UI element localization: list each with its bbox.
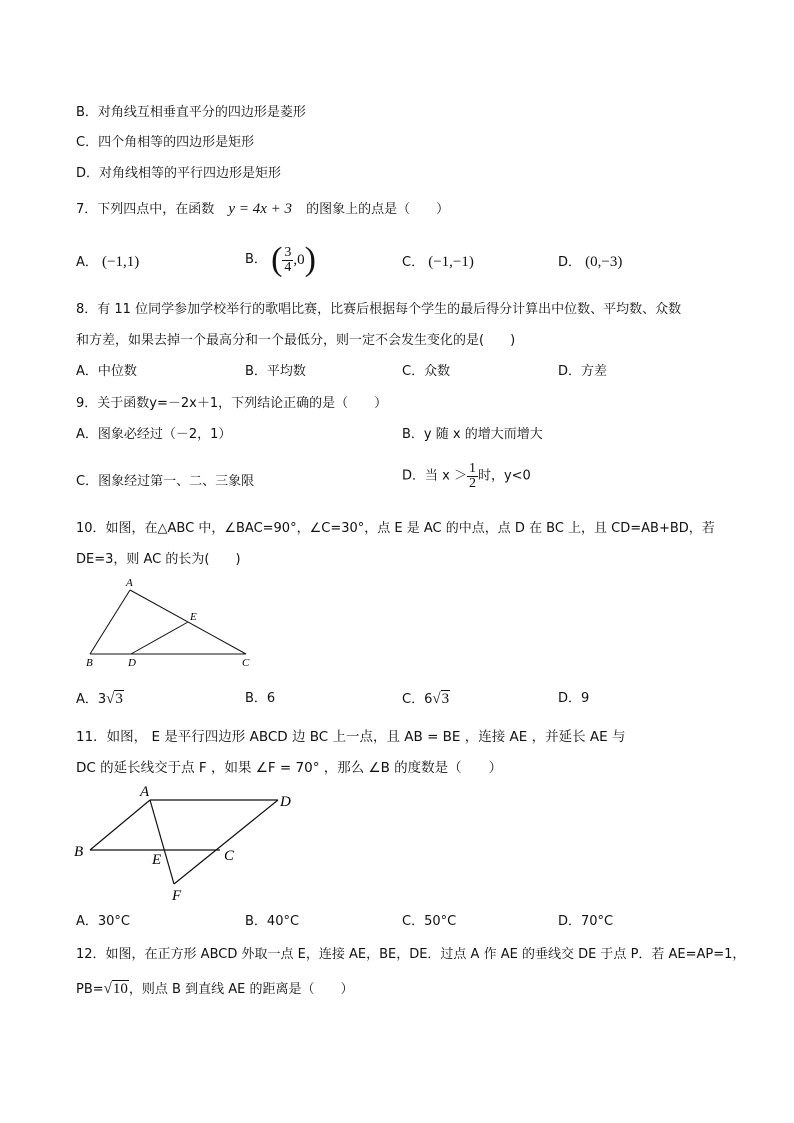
- label-c: C: [224, 848, 235, 864]
- q9-option-c: C．图象经过第一、二、三象限: [76, 474, 255, 489]
- q7-stem-suffix: 的图象上的点是（ ）: [306, 202, 450, 217]
- q11-parallelogram-figure: [70, 780, 310, 906]
- q9-option-a: A．图象必经过（－2，1）: [76, 427, 232, 442]
- label-a: A: [140, 784, 150, 800]
- segment-de: [131, 622, 188, 654]
- q10-triangle-figure: [80, 576, 260, 670]
- segment-ab: [90, 800, 150, 850]
- numerator: 3: [284, 244, 292, 260]
- q8-option-b: B．平均数: [245, 364, 306, 379]
- q11-option-b: B．40°C: [245, 914, 300, 929]
- option-label: A．: [76, 255, 98, 270]
- q7-option-c: [402, 253, 474, 272]
- option-suffix: 时，y<0: [477, 468, 531, 484]
- q7-option-d: [558, 253, 622, 272]
- label-b: B: [86, 657, 93, 669]
- q9-stem: 9．关于函数y=－2x＋1，下列结论正确的是（ ）: [76, 396, 388, 411]
- q11-option-d: D．70°C: [558, 914, 614, 929]
- q12-stem-line2: [76, 980, 353, 999]
- q7-stem: [76, 200, 449, 219]
- option-value: (−1,−1): [428, 254, 474, 270]
- q12-stem-line1: 12．如图，在正方形 ABCD 外取一点 E，连接 AE，BE，DE．过点 A 作 AE 的垂线交 DE 于点 P．若 AE=AP=1，: [76, 947, 746, 962]
- denominator: 2: [468, 476, 476, 491]
- label-b: B: [74, 844, 84, 860]
- radicand: 3: [441, 691, 450, 707]
- label-d: D: [128, 657, 136, 669]
- fraction: [282, 246, 293, 275]
- segment-ab: [90, 590, 130, 654]
- label-f: F: [172, 888, 182, 904]
- option-label: C．: [402, 255, 425, 270]
- sqrt: √10: [103, 981, 128, 997]
- q8-option-d: D．方差: [558, 364, 608, 379]
- right-paren: ): [304, 241, 316, 278]
- q6-option-d: D．对角线相等的平行四边形是矩形: [76, 166, 282, 181]
- radicand: 3: [115, 691, 123, 707]
- q11-stem-line2: DC 的延长线交于点 F ，如果 ∠F = 70° ，那么 ∠B 的度数是（ ）: [76, 760, 503, 776]
- q9-option-d: [402, 462, 531, 491]
- sqrt: √3: [432, 691, 450, 707]
- q11-stem-line1: 11．如图， E 是平行四边形 ABCD 边 BC 上一点，且 AB = BE ，连接 AE ，并延长 AE 与: [76, 729, 626, 745]
- q10-stem-line2: DE=3，则 AC 的长为( ): [76, 552, 241, 567]
- q8-stem-line1: 8．有 11 位同学参加学校举行的歌唱比赛，比赛后根据每个学生的最后得分计算出中位数、平均数、众数: [76, 302, 682, 317]
- q8-option-c: C．众数: [402, 364, 451, 379]
- option-label: B．: [245, 252, 267, 267]
- q8-stem-line2: 和方差，如果去掉一个最高分和一个最低分，则一定不会发生变化的是( ): [76, 333, 516, 348]
- q7-option-b: [245, 243, 316, 277]
- q11-option-a: A．30°C: [76, 914, 131, 929]
- q11-option-c: C．50°C: [402, 914, 457, 929]
- option-label: A．3: [76, 692, 107, 707]
- q6-option-b: B．对角线互相垂直平分的四边形是菱形: [76, 105, 306, 120]
- option-value: (0,−3): [585, 254, 623, 270]
- option-label: D．: [558, 255, 582, 270]
- radicand: 10: [112, 981, 128, 997]
- q10-option-b: B．6: [245, 691, 276, 706]
- numerator: 1: [468, 461, 476, 476]
- q10-option-a: [76, 690, 124, 709]
- option-label: C．6: [402, 692, 433, 707]
- label-d: D: [280, 794, 291, 810]
- option-prefix: D．当 x ＞: [402, 468, 467, 484]
- denominator: 4: [284, 259, 292, 275]
- label-e: E: [152, 852, 162, 868]
- q7-stem-prefix: 7．下列四点中，在函数: [76, 202, 215, 217]
- label-e: E: [190, 611, 197, 623]
- option-tail: ,0: [293, 252, 305, 268]
- q12-suffix: ，则点 B 到直线 AE 的距离是（ ）: [128, 982, 354, 997]
- q12-prefix: PB=: [76, 982, 104, 997]
- q7-option-a: [76, 253, 139, 272]
- q7-function: y = 4x + 3: [228, 201, 292, 217]
- label-c: C: [242, 657, 250, 669]
- sqrt: √3: [106, 691, 123, 707]
- left-paren: (: [271, 241, 283, 278]
- fraction: [467, 462, 478, 491]
- segment-df: [174, 800, 278, 884]
- q10-stem-line1: 10．如图，在△ABC 中，∠BAC=90°，∠C=30°，点 E 是 AC 的中点，点 D 在 BC 上，且 CD=AB+BD，若: [76, 521, 715, 536]
- q8-option-a: A．中位数: [76, 364, 137, 379]
- q9-option-b: B．y 随 x 的增大而增大: [402, 427, 543, 442]
- q6-option-c: C．四个角相等的四边形是矩形: [76, 135, 255, 150]
- q10-option-c: [402, 690, 450, 709]
- q10-option-d: D．9: [558, 691, 590, 706]
- segment-af: [150, 800, 174, 884]
- option-value: (−1,1): [102, 254, 140, 270]
- label-a: A: [126, 577, 133, 589]
